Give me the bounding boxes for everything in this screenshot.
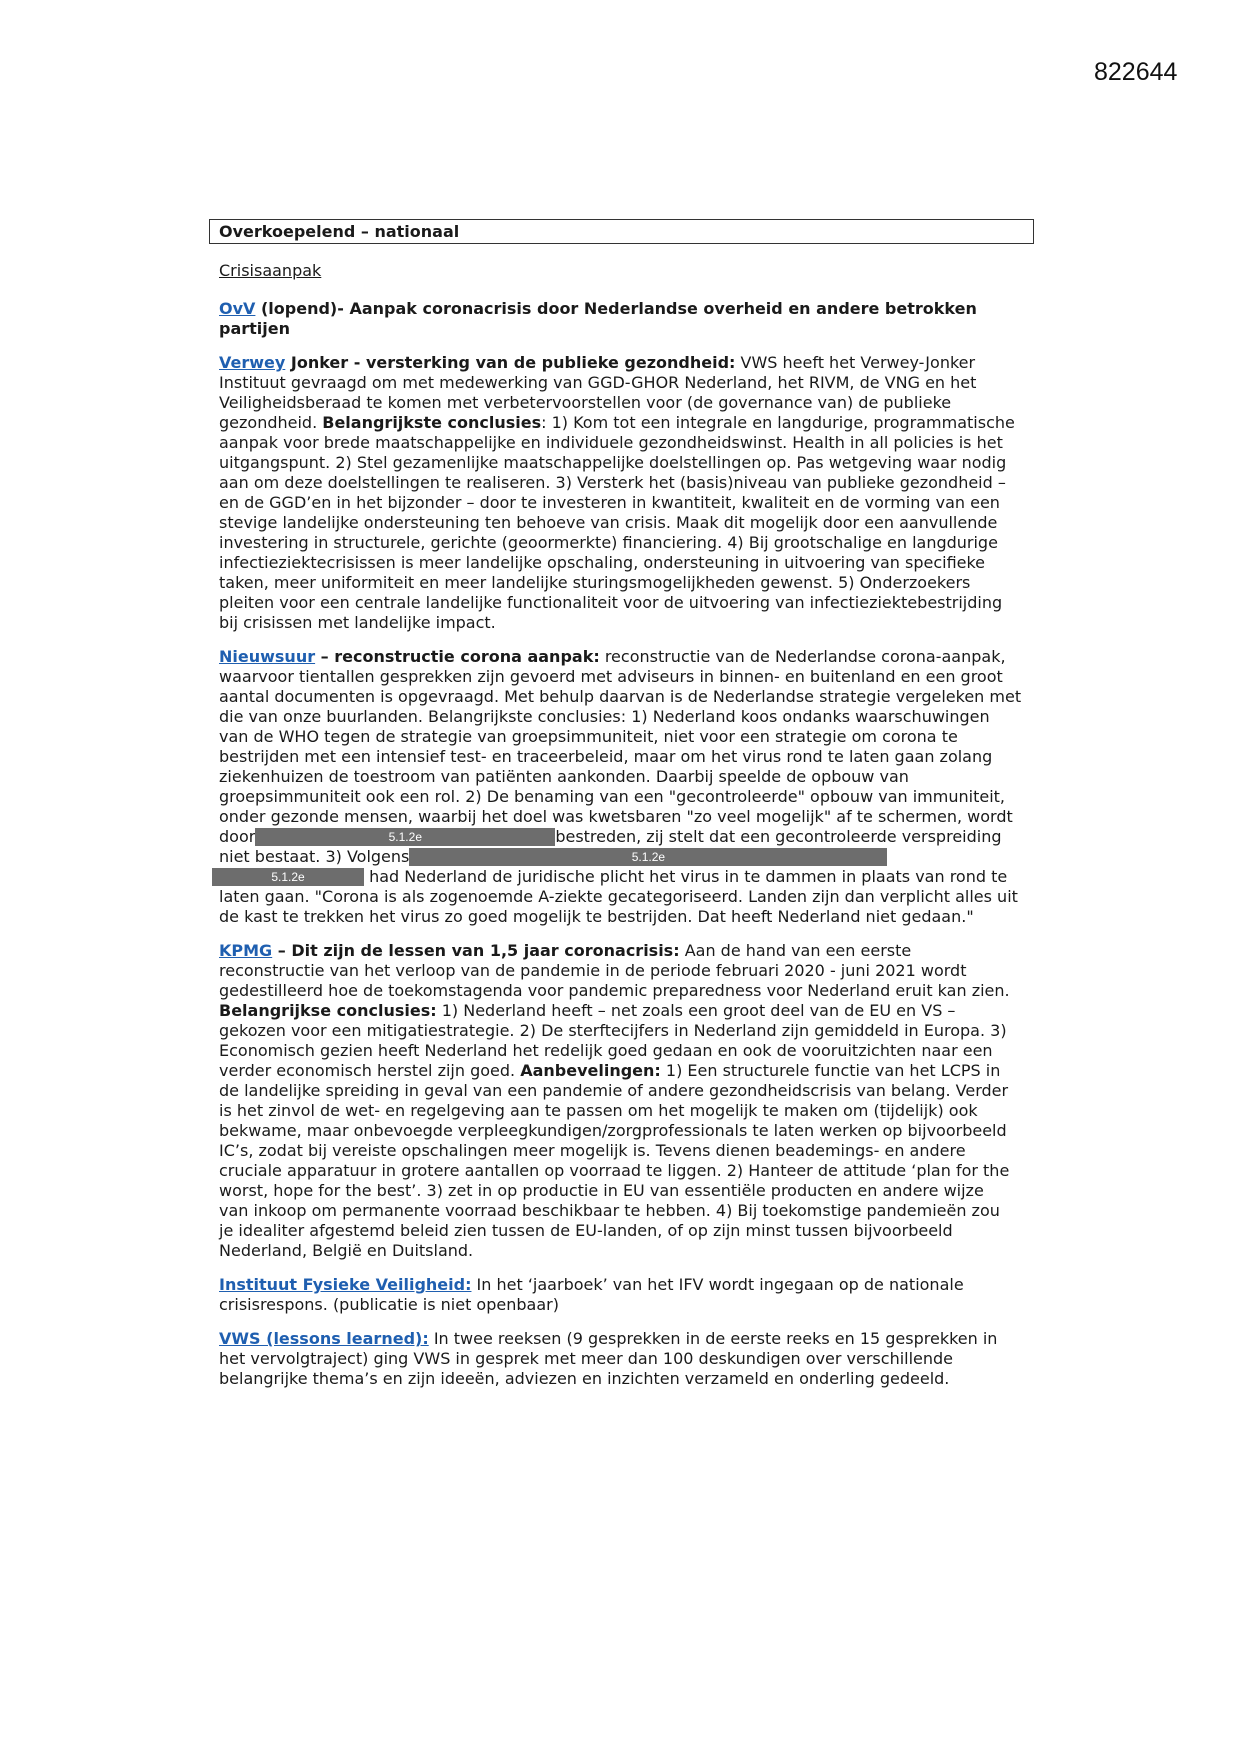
text-line: waarvoor tientallen gesprekken zijn gevoerd met adviseurs in binnen- en buitenland en een groot [219,667,1003,686]
text-line: stevige landelijke ondersteuning ten behoeve van crisis. Maak dit mogelijk door een aanvullende [219,513,998,532]
text-line [219,413,1039,433]
text-line: het vervolgtraject) ging VWS in gesprek met meer dan 100 deskundigen over verschillende [219,1349,954,1368]
subheading-crisisaanpak: Crisisaanpak [219,261,322,280]
text-line [219,941,1039,961]
text-span: In twee reeksen (9 gesprekken in de eerste reeks en 15 gesprekken in [428,1329,998,1348]
text-line: bestrijden met een intensief test- en traceerbeleid, maar om het virus rond te laten gaan zolang [219,747,993,766]
text-line: bij crisissen met landelijke impact. [219,613,496,632]
text-span: door [219,827,256,846]
kpmg-title: – Dit zijn de lessen van 1,5 jaar coronacrisis: [272,941,680,960]
text-line: crisisrespons. (publicatie is niet openbaar) [219,1295,559,1314]
text-span: gezondheid. [219,413,323,432]
paragraph-verwey [219,353,1039,633]
text-line: aan om deze doelstellingen te realiseren. 3) Versterk het (basis)niveau van publieke gezondheid – [219,473,1006,492]
paragraph-ifv [219,1275,1039,1315]
text-line: Nederland, België en Duitsland. [219,1241,474,1260]
paragraph-kpmg [219,941,1039,1261]
verwey-title: Jonker - versterking van de publieke gezondheid: [285,353,736,372]
text-line [219,299,1039,319]
link-kpmg[interactable]: KPMG [219,941,273,960]
redaction-box: 5.1.2e [212,868,364,886]
text-line: uitgangspunt. 2) Stel gezamenlijke maatschappelijke doelstellingen op. Pas wetgeving waar nodig [219,453,1007,472]
text-line: reconstructie van het verloop van de pandemie in de periode februari 2020 - juni 2021 wordt [219,961,967,980]
text-line: Economisch gezien heeft Nederland het redelijk goed gedaan en ook de vooruitzichten naar een [219,1041,993,1060]
redaction-box: 5.1.2e [255,828,555,846]
link-ifv[interactable]: Instituut Fysieke Veiligheid: [219,1275,472,1294]
text-line [219,827,1039,847]
bold-label: Belangrijkste conclusies [322,413,542,432]
text-line: je idealiter afgestemd beleid zien tussen de EU-landen, of op zijn minst tussen bijvoorbeeld [219,1221,953,1240]
text-line [219,1329,1039,1349]
text-line: aanpak voor brede maatschappelijke en individuele gezondheidswinst. Health in all policies is het [219,433,1003,452]
text-line: partijen [219,319,290,338]
text-span: VWS heeft het Verwey-Jonker [735,353,976,372]
text-line [219,1275,1039,1295]
text-line: onder gezonde mensen, waarbij het doel was kwetsbaren "zo veel mogelijk" af te schermen, wordt [219,807,1013,826]
text-line [219,353,1039,373]
text-line: die van onze buurlanden. Belangrijkste conclusies: 1) Nederland koos ondanks waarschuwingen [219,707,990,726]
text-line: bekwame, maar onbevoegde verpleegkundigen/zorgprofessionals te laten werken op bijvoorbeeld [219,1121,1007,1140]
text-span: : 1) Kom tot een integrale en langdurige, programmatische [541,413,1015,432]
text-line [219,847,1039,867]
text-line: cruciale apparatuur in grotere aantallen op voorraad te liggen. 2) Hanteer de attitude ‘plan for the [219,1161,1010,1180]
text-span: had Nederland de juridische plicht het virus in te dammen in plaats van rond te [364,867,1008,886]
text-line: laten gaan. "Corona is als zogenoemde A-ziekte gecategoriseerd. Landen zijn dan verplicht alles uit [219,887,1018,906]
text-line: de kast te trekken het virus zo goed mogelijk te bestrijden. Dat heeft Nederland niet gedaan." [219,907,974,926]
text-line: van inkoop om permanente voorraad beschikbaar te hebben. 4) Bij toekomstige pandemieën zou [219,1201,1000,1220]
text-line [219,1061,1039,1081]
text-line: IC’s, zodat bij vereiste opschalingen meer mogelijk is. Tevens dienen beademings- en andere [219,1141,966,1160]
text-span: In het ‘jaarboek’ van het IFV wordt ingegaan op de nationale [471,1275,964,1294]
nieuwsuur-title: – reconstructie corona aanpak: [315,647,600,666]
text-line: worst, hope for the best’. 3) zet in op productie in EU van essentiële producten en andere wijze [219,1181,984,1200]
text-line [219,867,1039,887]
text-line: aantal documenten is opgevraagd. Met behulp daarvan is de Nederlandse strategie vergeleken met [219,687,1022,706]
text-span: reconstructie van de Nederlandse corona-aanpak, [599,647,1006,666]
text-line [219,647,1039,667]
link-nieuwsuur[interactable]: Nieuwsuur [219,647,316,666]
document-body [219,261,1039,1403]
text-line: ziekenhuizen de toestroom van patiënten aankonden. Daarbij speelde de opbouw van [219,767,909,786]
text-line: groepsimmuniteit ook een rol. 2) De benaming van een "gecontroleerde" opbouw van immuniteit, [219,787,1005,806]
link-verwey[interactable]: Verwey [219,353,286,372]
text-line: pleiten voor een centrale landelijke functionaliteit voor de uitvoering van infectieziektebestrijding [219,593,1003,612]
text-line: belangrijke thema’s en zijn ideeën, adviezen en inzichten verzameld en onderling gedeeld. [219,1369,950,1388]
document-number: 822644 [1094,58,1178,86]
text-line: de landelijke spreiding in geval van een pandemie of andere gezondheidscrisis van belang. Verder [219,1081,1009,1100]
text-line: taken, meer uniformiteit en meer landelijke sturingsmogelijkheden gewenst. 5) Onderzoekers [219,573,971,592]
bold-label: Aanbevelingen: [520,1061,661,1080]
paragraph-vws [219,1329,1039,1389]
section-header-box: Overkoepelend – nationaal [209,219,1034,244]
text-span: bestreden, zij stelt dat een gecontroleerde verspreiding [555,827,1002,846]
text-line: investering in structurele, gerichte (geoormerkte) financiering. 4) Bij grootschalige en langdurige [219,533,998,552]
bold-label: Belangrijkse conclusies: [219,1001,437,1020]
text-line: Instituut gevraagd om met medewerking van GGD-GHOR Nederland, het RIVM, de VNG en het [219,373,977,392]
text-line [219,1001,1039,1021]
paragraph-nieuwsuur [219,647,1039,927]
text-span: niet bestaat. 3) Volgens [219,847,410,866]
link-ovv[interactable]: OvV [219,299,256,318]
text-line: gedestilleerd hoe de toekomstagenda voor pandemic preparedness voor Nederland eruit kan zien. [219,981,1010,1000]
link-vws[interactable]: VWS (lessons learned): [219,1329,429,1348]
ovv-title: (lopend)- Aanpak coronacrisis door Nederlandse overheid en andere betrokken [255,299,977,318]
text-span: 1) Nederland heeft – net zoals een groot deel van de EU en VS – [436,1001,956,1020]
text-line: gekozen voor een mitigatiestrategie. 2) De sterftecijfers in Nederland zijn gemiddeld in Europa. 3) [219,1021,1007,1040]
text-span: verder economisch herstel zijn goed. [219,1061,521,1080]
text-line: is het zinvol de wet- en regelgeving aan te passen om het mogelijk te maken om (tijdelijk) ook [219,1101,978,1120]
text-span: Aan de hand van een eerste [679,941,912,960]
text-line: en de GGD’en in het bijzonder – door te investeren in kwantiteit, kwaliteit en de vorming van een [219,493,1000,512]
redaction-box: 5.1.2e [409,848,887,866]
paragraph-ovv [219,299,1039,339]
text-line: Veiligheidsberaad te komen met verbetervoorstellen voor (de governance van) de publieke [219,393,952,412]
text-line: infectieziektecrisissen is meer landelijke opschaling, ondersteuning in uitvoering van specifieke [219,553,986,572]
text-span: 1) Een structurele functie van het LCPS in [660,1061,1001,1080]
text-line: van de WHO tegen de strategie van groepsimmuniteit, niet voor een strategie om corona te [219,727,958,746]
